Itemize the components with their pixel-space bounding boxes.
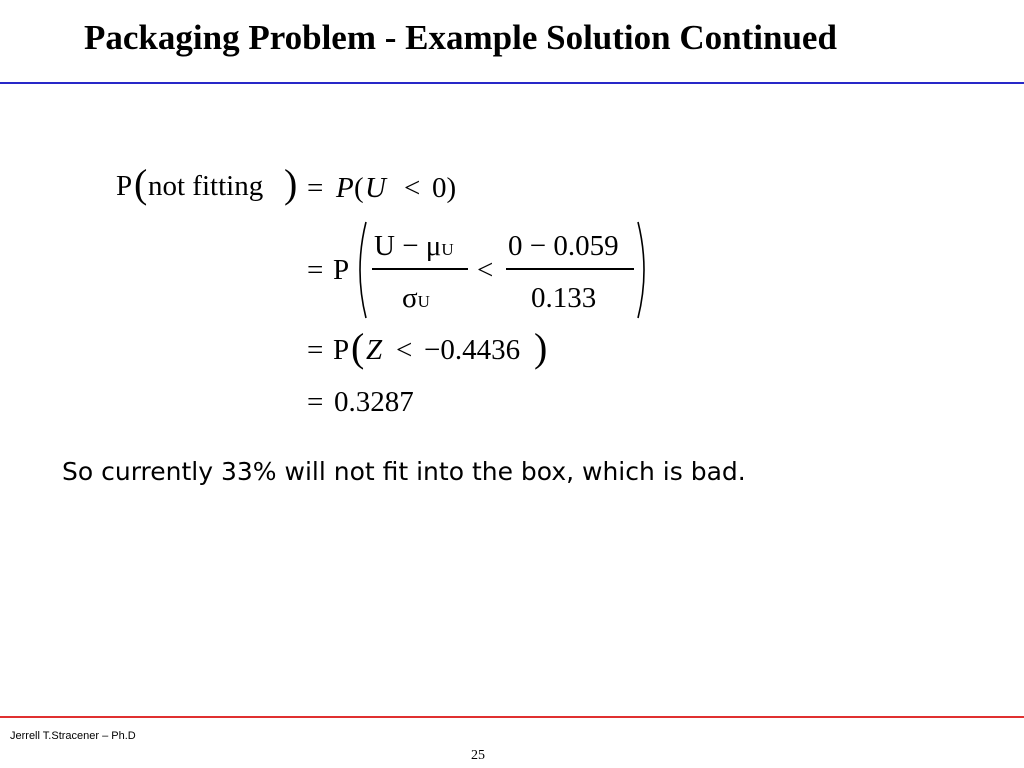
conclusion-sentence: So currently 33% will not fit into the box, which is bad.	[62, 457, 746, 486]
line3-value: −0.4436	[424, 334, 521, 366]
line1-equals: =	[307, 172, 324, 204]
frac-right-numerator: 0 − 0.059	[508, 230, 619, 262]
frac-right-bar	[506, 268, 634, 270]
line1-value: 0)	[432, 172, 457, 204]
lhs-open-paren: (	[134, 161, 148, 206]
line2-open-paren	[352, 220, 368, 320]
frac-left-denominator: σU	[402, 282, 430, 314]
lhs-p: P	[116, 170, 133, 202]
title-divider	[0, 82, 1024, 84]
line3-var: Z	[366, 334, 383, 366]
line2-close-paren	[636, 220, 652, 320]
slide-title: Packaging Problem - Example Solution Continued	[84, 18, 837, 57]
line4-equals: =	[307, 386, 324, 418]
line4-value: 0.3287	[334, 386, 414, 418]
line1-var: U	[365, 172, 386, 204]
line2-p: P	[333, 254, 350, 286]
footer-divider	[0, 716, 1024, 718]
line3-p: P	[333, 334, 350, 366]
footer-author: Jerrell T.Stracener – Ph.D	[10, 730, 136, 742]
line1-open: (	[354, 172, 364, 204]
line1-p: P	[336, 172, 354, 204]
line1-less-than: <	[404, 172, 421, 204]
frac-left-bar	[372, 268, 468, 270]
frac-left-numerator: U − μU	[374, 230, 454, 262]
line2-less-than: <	[477, 254, 494, 286]
line2-equals: =	[307, 254, 324, 286]
line3-open-paren: (	[351, 325, 365, 370]
page-number: 25	[471, 748, 485, 763]
lhs-close-paren: )	[284, 161, 298, 206]
frac-right-denominator: 0.133	[531, 282, 597, 314]
line3-equals: =	[307, 334, 324, 366]
lhs-argument: not fitting	[148, 170, 264, 202]
line3-close-paren: )	[534, 325, 548, 370]
line3-less-than: <	[396, 334, 413, 366]
